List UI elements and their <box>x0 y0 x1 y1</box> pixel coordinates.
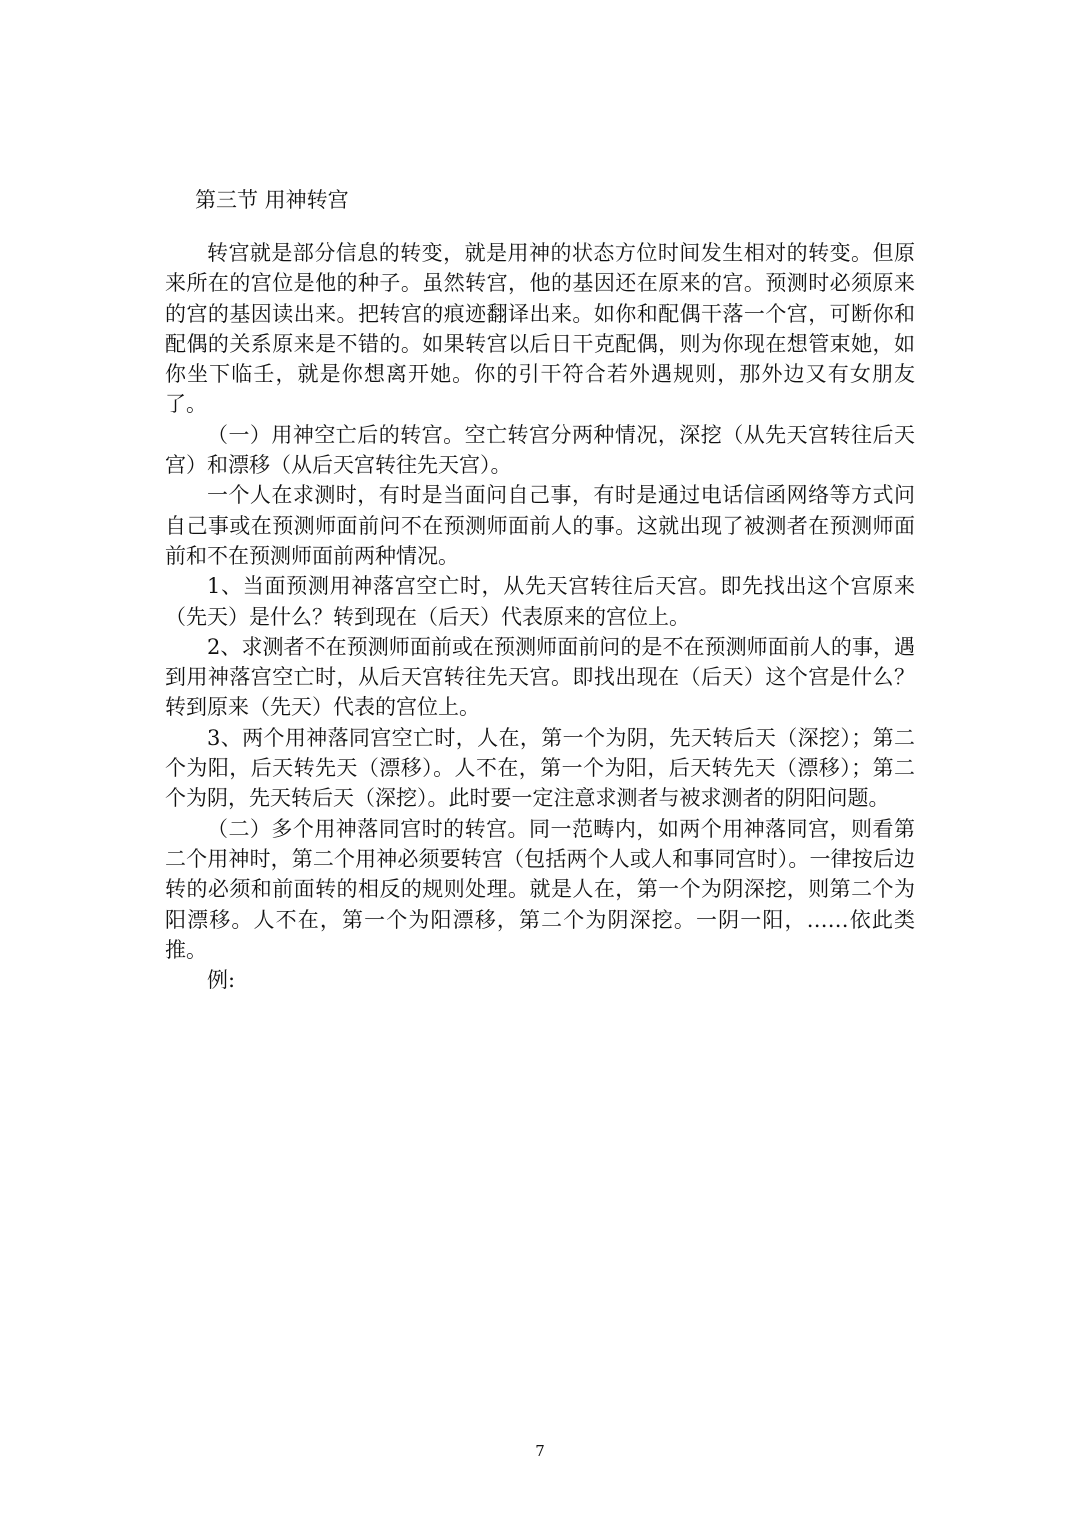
paragraph-rule-2: 2、求测者不在预测师面前或在预测师面前问的是不在预测师面前人的事，遇到用神落宫空亡时，从后天宫转往先天宫。即找出现在（后天）这个宫是什么？转到原来（先天）代表的宫位上。 <box>165 634 915 720</box>
body-text <box>165 238 915 995</box>
paragraph-intro: 转宫就是部分信息的转变，就是用神的状态方位时间发生相对的转变。但原来所在的宫位是他的种子。虽然转宫，他的基因还在原来的宫。预测时必须原来的宫的基因读出来。把转宫的痕迹翻译出来。如你和配偶干落一个宫，可断你和配偶的关系原来是不错的。如果转宫以后日干克配偶，则为你现在想管束她，如你坐下临壬，就是你想离开她。你的引干符合若外遇规则，那外边又有女朋友了。 <box>165 241 915 417</box>
section-title: 第三节 用神转宫 <box>195 188 349 212</box>
page-number: 7 <box>535 1442 545 1460</box>
paragraph-rule-3: 3、两个用神落同宫空亡时，人在，第一个为阴，先天转后天（深挖）；第二个为阳，后天转先天（漂移）。人不在，第一个为阳，后天转先天（漂移）；第二个为阴，先天转后天（深挖）。此时要一定注意求测者与被求测者的阴阳问题。 <box>165 725 915 811</box>
paragraph-part-one: （一）用神空亡后的转宫。空亡转宫分两种情况，深挖（从先天宫转往后天宫）和漂移（从后天宫转往先天宫）。 <box>165 422 915 478</box>
paragraph-example: 例: <box>207 968 236 993</box>
paragraph-situations: 一个人在求测时，有时是当面问自己事，有时是通过电话信函网络等方式问自己事或在预测师面前问不在预测师面前人的事。这就出现了被测者在预测师面前和不在预测师面前两种情况。 <box>165 483 915 568</box>
paragraph-part-two: （二）多个用神落同宫时的转宫。同一范畴内，如两个用神落同宫，则看第二个用神时，第二个用神必须要转宫（包括两个人或人和事同宫时）。一律按后边转的必须和前面转的相反的规则处理。就是人在，第一个为阴深挖，则第二个为阳漂移。人不在，第一个为阳漂移，第二个为阴深挖。一阴一阳，……依此类推。 <box>165 816 915 962</box>
paragraph-rule-1: 1、当面预测用神落宫空亡时，从先天宫转往后天宫。即先找出这个宫原来（先天）是什么？转到现在（后天）代表原来的宫位上。 <box>165 574 915 629</box>
